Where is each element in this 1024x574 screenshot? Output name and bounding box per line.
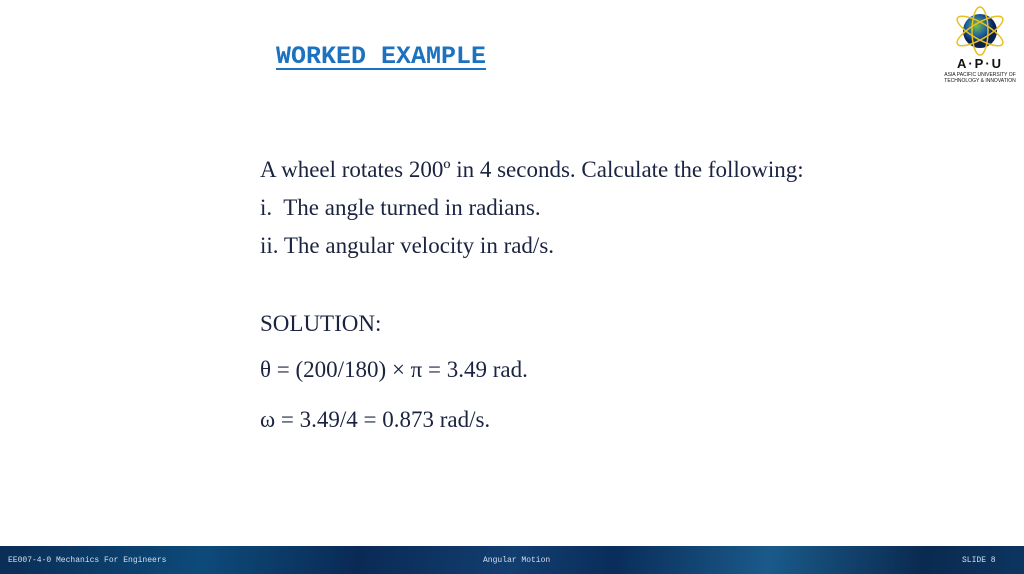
apu-logo — [940, 4, 1020, 84]
logo-name: A·P·U — [956, 56, 1004, 71]
logo-subtitle: ASIA PACIFIC UNIVERSITY OF TECHNOLOGY & INNOVATION — [944, 72, 1016, 84]
footer-bar — [0, 546, 1024, 574]
slide-body — [260, 155, 823, 435]
footer-course: EE007-4-0 Mechanics For Engineers — [8, 556, 167, 565]
question-text: A wheel rotates 200º in 4 seconds. Calculate the following: — [260, 157, 804, 182]
globe-icon — [940, 4, 1020, 59]
question-item: ii. The angular velocity in rad/s. — [260, 233, 555, 258]
footer-topic: Angular Motion — [483, 556, 551, 565]
question-item: i. The angle turned in radians. — [260, 195, 541, 220]
solution-label: SOLUTION: — [260, 311, 382, 336]
equation-omega: ω = 3.49/4 = 0.873 rad/s. — [260, 407, 491, 432]
footer-slide-number: SLIDE 8 — [962, 556, 996, 565]
slide-title: WORKED EXAMPLE — [276, 42, 487, 71]
equation-theta: θ = (200/180) × π = 3.49 rad. — [260, 357, 528, 382]
